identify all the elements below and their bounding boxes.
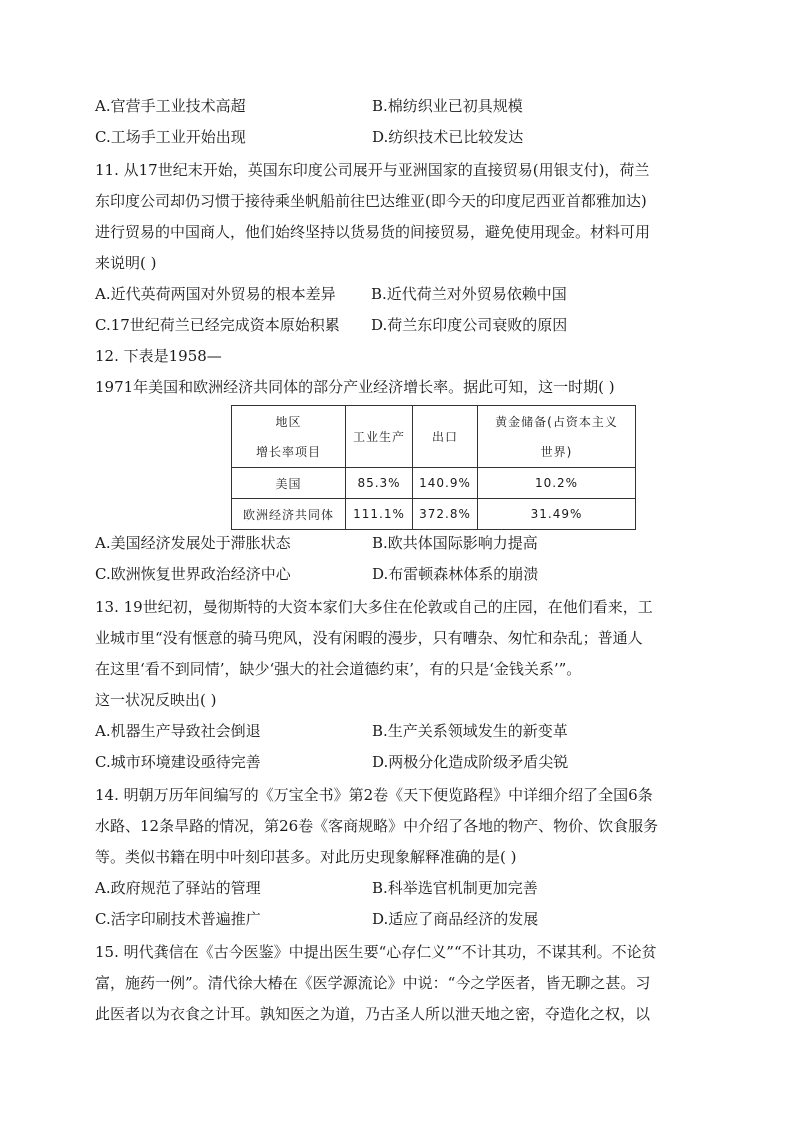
table-corner-cell	[232, 406, 346, 468]
q14-option-d[interactable]: D.适应了商品经济的发展	[372, 910, 539, 928]
q11-option-a[interactable]: A.近代英荷两国对外贸易的根本差异	[95, 285, 336, 303]
q12-option-b[interactable]: B.欧共体国际影响力提高	[372, 534, 538, 552]
corner-region-label: 地区	[275, 414, 302, 429]
q10-option-c[interactable]: C.工场手工业开始出现	[95, 128, 246, 146]
q13-option-a[interactable]: A.机器生产导致社会倒退	[95, 722, 261, 740]
q15-stem-line-1: 15. 明代龚信在《古今医鉴》中提出医生要“心存仁义”“不计其功，不谋其利。不论贫	[95, 943, 657, 961]
q13-stem-line-4: 这一状况反映出( )	[95, 691, 217, 709]
q14-option-b[interactable]: B.科举选官机制更加完善	[372, 879, 538, 897]
q15-stem-line-2: 富，施药一例”。清代徐大椿在《医学源流论》中说：“今之学医者，皆无聊之甚。习	[95, 974, 651, 992]
q12-option-c[interactable]: C.欧洲恢复世界政治经济中心	[95, 565, 291, 583]
table-row	[232, 499, 636, 530]
q11-stem-line-2: 东印度公司却仍习惯于接待乘坐帆船前往巴达维亚(即今天的印度尼西亚首都雅加达)	[95, 192, 647, 210]
q12-stem-line-2: 1971年美国和欧洲经济共同体的部分产业经济增长率。据此可知，这一时期( )	[95, 378, 615, 396]
row-gold-value: 31.49%	[478, 499, 636, 530]
table-row	[232, 468, 636, 499]
row-gold-value: 10.2%	[478, 468, 636, 499]
q11-option-c[interactable]: C.17世纪荷兰已经完成资本原始积累	[95, 316, 340, 334]
header-gold-line-1: 黄金储备(占资本主义	[495, 414, 618, 429]
q13-stem-line-3: 在这里‘看不到同情’，缺少‘强大的社会道德约束’，有的只是‘金钱关系’”。	[95, 660, 582, 678]
row-export-value: 140.9%	[413, 468, 478, 499]
q12-option-d[interactable]: D.布雷顿森林体系的崩溃	[372, 565, 539, 583]
q11-option-b[interactable]: B.近代荷兰对外贸易依赖中国	[371, 285, 567, 303]
q14-stem-line-3: 等。类似书籍在明中叶刻印甚多。对此历史现象解释准确的是( )	[95, 848, 517, 866]
corner-item-label: 增长率项目	[255, 444, 321, 459]
q10-option-d[interactable]: D.纺织技术已比较发达	[372, 128, 524, 146]
growth-rate-table	[231, 405, 636, 530]
row-industry-value: 85.3%	[346, 468, 413, 499]
q10-option-b[interactable]: B.棉纺织业已初具规模	[372, 97, 523, 115]
q11-stem-line-4: 来说明( )	[95, 254, 157, 272]
q11-stem-line-3: 进行贸易的中国商人，他们始终坚持以货易货的间接贸易，避免使用现金。材料可用	[95, 223, 651, 241]
header-gold-reserve	[478, 406, 636, 468]
q14-option-c[interactable]: C.活字印刷技术普遍推广	[95, 910, 261, 928]
q13-stem-line-1: 13. 19世纪初，曼彻斯特的大资本家们大多住在伦敦或自己的庄园，在他们看来，工	[95, 598, 653, 616]
q14-stem-line-2: 水路、12条旱路的情况，第26卷《客商规略》中介绍了各地的物产、物价、饮食服务	[95, 817, 659, 835]
q15-stem-line-3: 此医者以为衣食之计耳。孰知医之为道，乃古圣人所以泄天地之密，夺造化之权，以	[95, 1005, 651, 1023]
table-header-row	[232, 406, 636, 468]
row-region: 欧洲经济共同体	[232, 499, 346, 530]
row-export-value: 372.8%	[413, 499, 478, 530]
q12-stem-line-1: 12. 下表是1958—	[95, 347, 222, 365]
q13-option-b[interactable]: B.生产关系领域发生的新变革	[372, 722, 568, 740]
row-region: 美国	[232, 468, 346, 499]
q13-stem-line-2: 业城市里“没有惬意的骑马兜风，没有闲暇的漫步，只有嘈杂、匆忙和杂乱；普通人	[95, 629, 643, 647]
row-industry-value: 111.1%	[346, 499, 413, 530]
q10-option-a[interactable]: A.官营手工业技术高超	[95, 97, 246, 115]
q13-option-d[interactable]: D.两极分化造成阶级矛盾尖锐	[372, 753, 569, 771]
q14-stem-line-1: 14. 明朝万历年间编写的《万宝全书》第2卷《天下便览路程》中详细介绍了全国6条	[95, 786, 653, 804]
header-gold-line-2: 世界)	[540, 444, 573, 459]
q11-option-d[interactable]: D.荷兰东印度公司衰败的原因	[371, 316, 568, 334]
q11-stem-line-1: 11. 从17世纪末开始，英国东印度公司展开与亚洲国家的直接贸易(用银支付)，荷兰	[95, 161, 650, 179]
q13-option-c[interactable]: C.城市环境建设亟待完善	[95, 753, 261, 771]
q12-option-a[interactable]: A.美国经济发展处于滞胀状态	[95, 534, 291, 552]
header-export: 出口	[413, 406, 478, 468]
q14-option-a[interactable]: A.政府规范了驿站的管理	[95, 879, 261, 897]
header-industry: 工业生产	[346, 406, 413, 468]
